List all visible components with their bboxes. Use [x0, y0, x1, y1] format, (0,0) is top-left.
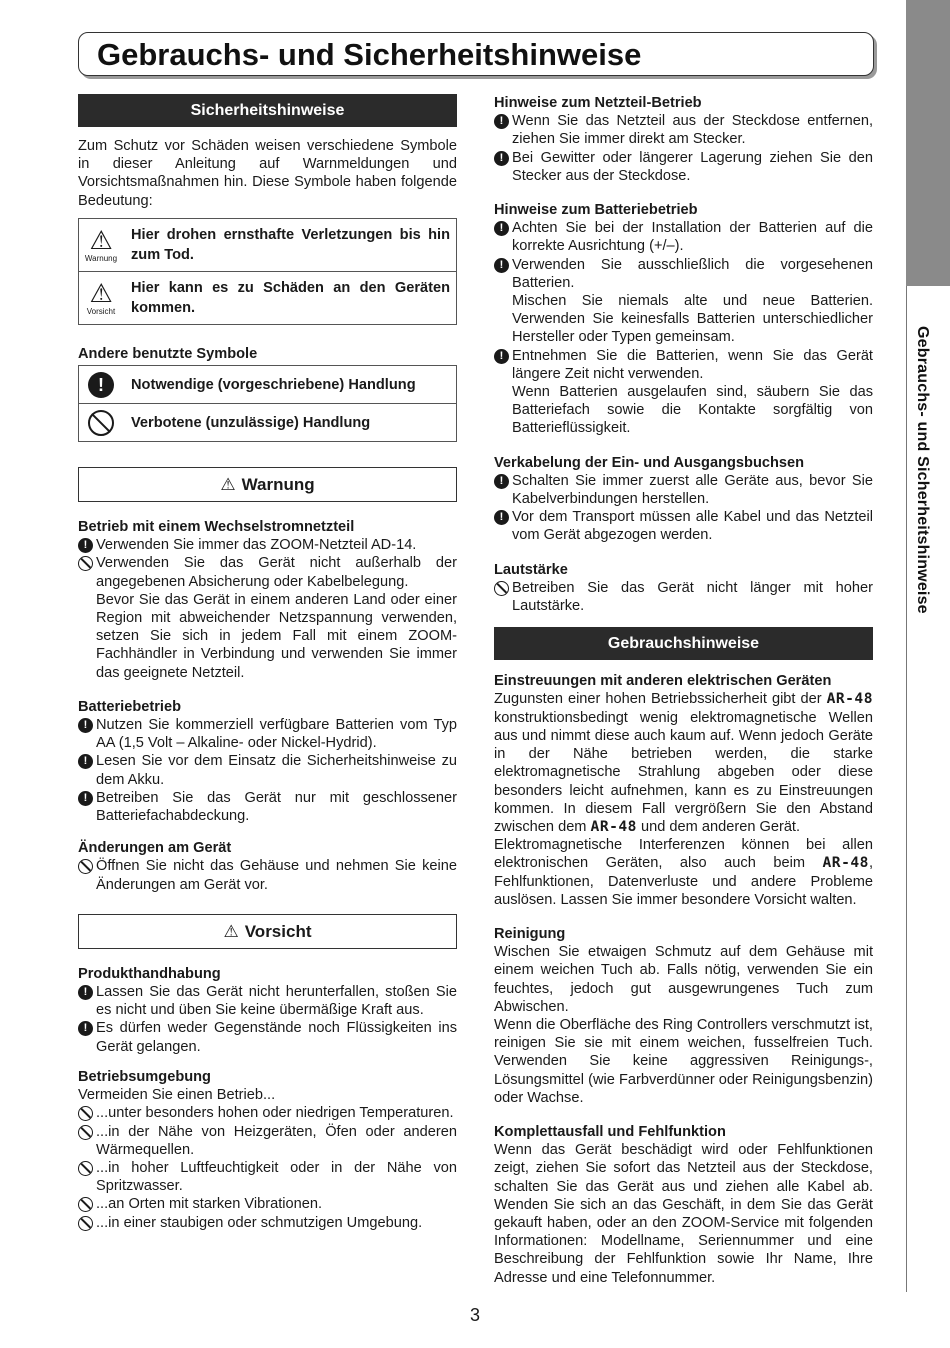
cleaning-paragraph: Wischen Sie etwaigen Schmutz auf dem Gehäuse mit einem weichen Tuch ab. Falls nötig, verwenden Sie ein feuchtes, jedoch gut ausgewrungenes Tuch zum Abwischen.: [494, 944, 873, 1015]
other-symbols-heading: Andere benutzte Symbole: [78, 345, 258, 362]
list-item: [78, 789, 457, 825]
exclamation-circle-icon: !: [78, 791, 93, 806]
text-span: und dem anderen Gerät.: [641, 818, 801, 835]
exclamation-circle-icon: !: [494, 114, 509, 129]
list-item: [494, 347, 873, 383]
list-item: [78, 1214, 457, 1232]
exclamation-circle-icon: !: [78, 1021, 93, 1036]
warning-triangle-icon: ⚠: [220, 475, 236, 495]
caution-triangle-icon: ⚠: [89, 277, 113, 308]
caution-header-label: Vorsicht: [244, 921, 312, 941]
text-span: Zugunsten einer hohen Betriebssicherheit gibt der: [494, 691, 822, 708]
list-item: [494, 256, 873, 292]
item-text: ...in einer staubigen oder schmutzigen Umgebung.: [96, 1214, 423, 1231]
exclamation-circle-icon: !: [78, 718, 93, 733]
exclamation-circle-icon: !: [494, 349, 509, 364]
item-text: Lassen Sie das Gerät nicht herunterfallen, stoßen Sie es nicht und üben Sie keine übermäßige Kraft aus.: [96, 984, 457, 1019]
brand-name: AR-48: [822, 854, 869, 872]
env-intro: Vermeiden Sie einen Betrieb...: [78, 1087, 276, 1104]
item-text: Wenn Sie das Netzteil aus der Steckdose entfernen, ziehen Sie immer direkt am Stecker.: [512, 113, 873, 148]
item-text: Wenn Batterien ausgelaufen sind, säubern Sie das Batteriefach sowie die Kontakte sorgfältig von Batterieflüssigkeit.: [512, 384, 873, 437]
list-item: [78, 1195, 457, 1213]
no-entry-circle-icon: [78, 1216, 93, 1231]
item-text: Bei Gewitter oder längerer Lagerung ziehen Sie den Stecker aus der Steckdose.: [512, 149, 873, 184]
section-header-safety: Sicherheitshinweise: [78, 94, 457, 127]
list-item: [494, 579, 873, 615]
ac-heading: Betrieb mit einem Wechselstromnetzteil: [78, 519, 355, 536]
list-item: [494, 149, 873, 185]
psu-heading: Hinweise zum Netzteil-Betrieb: [494, 95, 702, 111]
warning-description: Hier drohen ernsthafte Verletzungen bis hin zum Tod.: [131, 226, 450, 263]
item-text: Es dürfen weder Gegenstände noch Flüssigkeiten ins Gerät gelangen.: [96, 1020, 457, 1055]
cleaning-paragraph-2: Wenn die Oberfläche des Ring Controllers verschmutzt ist, reinigen Sie sie mit einem weichen, fusselfreien Tuch. Verwenden Sie keine aggressiven Reinigungs-, Lösungsmittel (wie Farbverdünner oder Reinigungsbenzin) oder Wachse.: [494, 1016, 873, 1106]
list-item: [78, 1123, 457, 1159]
list-item: [78, 983, 457, 1019]
battery-heading: Batteriebetrieb: [78, 698, 181, 715]
symbol-table: [78, 218, 457, 325]
list-item: [78, 1019, 457, 1055]
exclamation-circle-icon: !: [494, 474, 509, 489]
mandatory-symbol-text: Notwendige (vorgeschriebene) Handlung: [131, 376, 416, 393]
exclamation-circle-icon: !: [78, 985, 93, 1000]
changes-heading: Änderungen am Gerät: [78, 840, 232, 857]
exclamation-circle-icon: !: [88, 372, 114, 398]
warning-caption: Warnung: [84, 253, 118, 263]
item-text: Betreiben Sie das Gerät nur mit geschlossener Batteriefachabdeckung.: [96, 789, 457, 825]
prohibited-symbol-cell: [79, 404, 123, 441]
list-item-continuation: [494, 383, 873, 438]
text-span: , Fehlfunktionen, Datenverluste und andere Probleme auslösen. Lassen Sie immer besondere Vorsicht walten.: [494, 855, 873, 908]
batt-heading: Hinweise zum Batteriebetrieb: [494, 202, 698, 219]
left-column: [78, 94, 457, 1232]
item-text: ...an Orten mit starken Vibrationen.: [96, 1196, 323, 1213]
item-text: Vor dem Transport müssen alle Kabel und das Netzteil vom Gerät abgezogen werden.: [512, 509, 873, 544]
mandatory-symbol-row: [79, 366, 456, 404]
item-text: Verwenden Sie das Gerät nicht außerhalb der angegebenen Absicherung oder Kabelbelegung.: [96, 555, 457, 590]
item-text: ...in hoher Luftfeuchtigkeit oder in der Nähe von Spritzwasser.: [96, 1159, 457, 1195]
failure-paragraph: Wenn das Gerät beschädigt wird oder Fehlfunktionen zeigt, ziehen Sie sofort das Netzteil aus der Steckdose, schalten Sie das Gerät aus und ziehen alle Kabel ab. Wenden Sie sich an das Geschäft, in dem Sie das Gerät gekauft haben, oder an den ZOOM-Service mit folgenden Informationen: Modellname, Seriennummer und eine Beschreibung der Fehlfunktion sowie Ihr Name, Ihre Adresse und eine Telefonnummer.: [494, 1142, 873, 1286]
no-entry-circle-icon: [78, 1161, 93, 1176]
item-text: Entnehmen Sie die Batterien, wenn Sie das Gerät längere Zeit nicht verwenden.: [512, 347, 873, 382]
list-item: [78, 554, 457, 590]
item-text: Öffnen Sie nicht das Gehäuse und nehmen Sie keine Änderungen am Gerät vor.: [96, 858, 457, 893]
item-text: Lesen Sie vor dem Einsatz die Sicherheitshinweise zu dem Akku.: [96, 753, 457, 788]
list-item: [78, 1159, 457, 1195]
side-tab-block: [906, 0, 950, 286]
no-entry-circle-icon: [78, 1197, 93, 1212]
prohibited-symbol-row: [79, 404, 456, 441]
item-text: Verwenden Sie ausschließlich die vorgesehenen Batterien.: [512, 256, 873, 291]
item-text: Nutzen Sie kommerziell verfügbare Batterien vom Typ AA (1,5 Volt – Alkaline- oder Nickel-Hydrid).: [96, 717, 457, 752]
exclamation-circle-icon: !: [78, 538, 93, 553]
warning-triangle-icon: ⚠: [89, 224, 113, 255]
warning-symbol-cell: [79, 219, 123, 271]
no-entry-circle-icon: [78, 859, 93, 874]
page-title-box: [78, 32, 874, 76]
list-item: [494, 472, 873, 508]
warning-triangle-icon: ⚠: [223, 921, 239, 941]
interference-paragraph-2: [494, 836, 873, 909]
section-header-warning: [78, 467, 457, 502]
page-number: 3: [469, 1305, 480, 1325]
no-entry-circle-icon: [494, 581, 509, 596]
interference-heading: Einstreuungen mit anderen elektrischen Geräten: [494, 673, 832, 690]
exclamation-circle-icon: !: [494, 258, 509, 273]
env-heading: Betriebsumgebung: [78, 1068, 211, 1085]
text-span: Elektromagnetische Interferenzen können bei allen elektronischen Geräten, also auch beim: [494, 837, 873, 872]
section-header-usage: Gebrauchshinweise: [494, 627, 873, 660]
list-item: [78, 1104, 457, 1122]
prohibited-symbol-text: Verbotene (unzulässige) Handlung: [131, 414, 371, 431]
list-item-continuation: [494, 292, 873, 347]
failure-heading: Komplettausfall und Fehlfunktion: [494, 1123, 726, 1140]
item-text: Verwenden Sie immer das ZOOM-Netzteil AD-14.: [96, 537, 417, 554]
intro-paragraph: Zum Schutz vor Schäden weisen verschiedene Symbole in dieser Anleitung auf Warnmeldungen und Vorsichtsmaßnahmen hin. Diese Symbole haben folgende Bedeutung:: [78, 138, 457, 209]
item-text: ...in der Nähe von Heizgeräten, Öfen oder anderen Wärmequellen.: [96, 1123, 457, 1158]
list-item: [78, 716, 457, 752]
symbol-row-warning: [79, 219, 456, 272]
list-item: [494, 508, 873, 544]
interference-paragraph: [494, 690, 873, 836]
section-header-caution: [78, 914, 457, 949]
side-tab-label: Gebrauchs- und Sicherheitshinweise: [914, 326, 931, 614]
warning-header-label: Warnung: [241, 475, 315, 495]
handling-heading: Produkthandhabung: [78, 965, 221, 982]
list-item: [494, 219, 873, 255]
item-text: Achten Sie bei der Installation der Batterien auf die korrekte Ausrichtung (+/–).: [512, 220, 873, 255]
brand-name: AR-48: [826, 690, 873, 708]
volume-heading: Lautstärke: [494, 561, 568, 578]
caution-caption: Vorsicht: [86, 306, 116, 316]
list-item: [78, 752, 457, 788]
item-text: Schalten Sie immer zuerst alle Geräte aus, bevor Sie Kabelverbindungen herstellen.: [512, 472, 873, 508]
no-entry-circle-icon: [78, 556, 93, 571]
list-item: [78, 857, 457, 893]
list-item: [494, 112, 873, 148]
page-title: Gebrauchs- und Sicherheitshinweise: [97, 37, 642, 72]
text-span: konstruktionsbedingt wenig elektromagnetische Wellen aus und nimmt diese auch kaum auf. Wenn jedoch Geräte in der Nähe betrieben werden, die starke elektromagnetische Strahlung abgeben oder diese besonders leicht aufnehmen, kann es zu Einstreuungen kommen. In diesem Fall vergrößern Sie den Abstand zwischen dem: [494, 709, 873, 835]
cable-heading: Verkabelung der Ein- und Ausgangsbuchsen: [494, 454, 805, 471]
list-item-continuation: [78, 591, 457, 682]
no-entry-circle-icon: [78, 1125, 93, 1140]
exclamation-circle-icon: !: [494, 510, 509, 525]
caution-symbol-cell: [79, 272, 123, 324]
exclamation-circle-icon: !: [494, 221, 509, 236]
no-entry-circle-icon: [88, 410, 114, 436]
exclamation-circle-icon: !: [78, 754, 93, 769]
list-item: [78, 536, 457, 554]
item-text: ...unter besonders hohen oder niedrigen Temperaturen.: [96, 1105, 454, 1122]
brand-name: AR-48: [590, 817, 637, 835]
no-entry-circle-icon: [78, 1106, 93, 1121]
caution-description: Hier kann es zu Schäden an den Geräten kommen.: [131, 279, 450, 316]
item-text: Betreiben Sie das Gerät nicht länger mit hoher Lautstärke.: [512, 579, 873, 615]
symbol-row-caution: [79, 272, 456, 324]
cleaning-heading: Reinigung: [494, 925, 566, 942]
exclamation-circle-icon: !: [494, 151, 509, 166]
other-symbols-table: [78, 365, 457, 442]
item-text: Bevor Sie das Gerät in einem anderen Land oder einer Region mit abweichender Netzspannung verwenden, setzen Sie sich in jedem Fall mit einem ZOOM-Fachhändler in Verbindung und verwenden Sie immer das geeignete Netzteil.: [96, 591, 457, 681]
right-column: [494, 94, 873, 1287]
mandatory-symbol-cell: [79, 366, 123, 403]
item-text: Mischen Sie niemals alte und neue Batterien. Verwenden Sie keinesfalls Batterien unterschiedlicher Hersteller oder Typen gemeinsam.: [512, 293, 873, 346]
side-rule: [906, 286, 907, 1292]
